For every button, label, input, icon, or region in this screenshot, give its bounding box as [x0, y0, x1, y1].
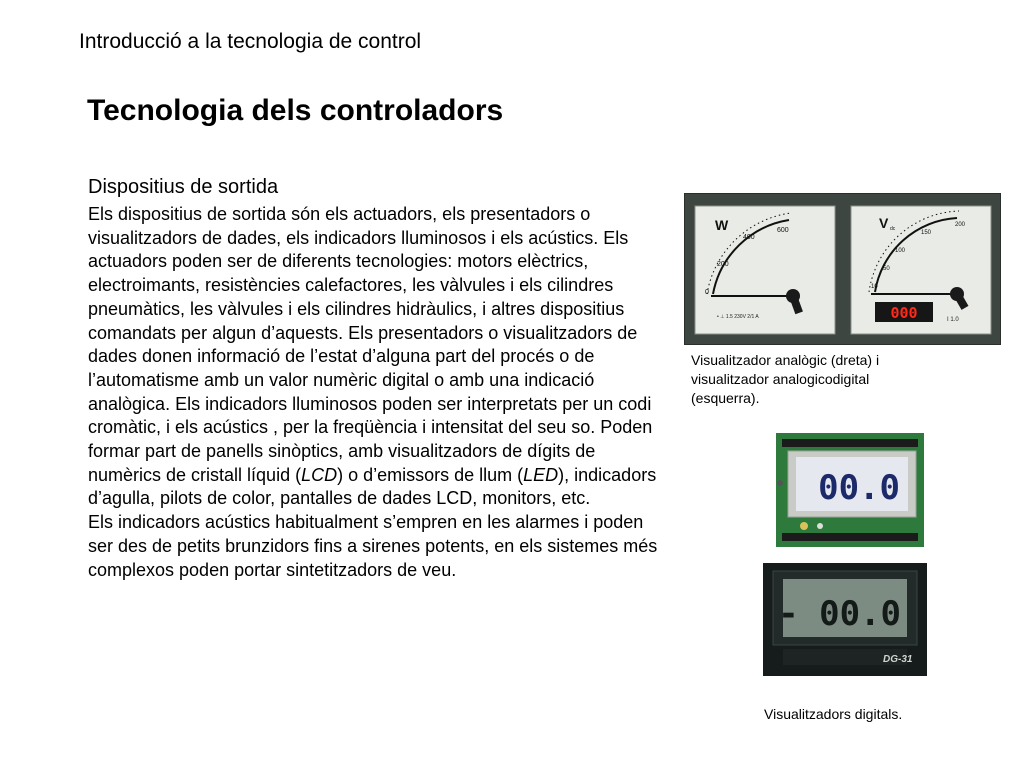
- meter-right-scale-10: 10: [871, 284, 878, 290]
- lcd-panel-readout: - 00.0: [778, 594, 901, 634]
- presentation-header: Introducció a la tecnologia de control: [79, 30, 422, 53]
- analog-meters-image: [684, 193, 1001, 345]
- lcd-module-readout: 00.0: [818, 468, 900, 508]
- meter-left-unit: W: [715, 217, 729, 233]
- paragraph-acoustic: Els indicadors acústics habitualment s’empren en les alarmes i poden ser des de petits brunzidors fins a sirenes potents, en els sistemes més complexos poden portar sintetitzadors de veu.: [88, 512, 658, 580]
- meter-right-plate: I 1.0: [947, 317, 959, 323]
- meter-right-unit: V: [879, 215, 889, 231]
- meter-right-scale-150: 150: [921, 230, 932, 236]
- meter-left-scale-400: 400: [743, 234, 755, 241]
- meter-left-plate: • ⊥ 1.5 230V 2/1 A: [717, 314, 759, 320]
- lcd-term: LCD: [301, 464, 338, 485]
- paragraph-output-devices: Els dispositius de sortida són els actuadors, els presentadors o visualitzadors de dades, els indicadors lluminosos i els acústics. Els actuadors poden ser de diferents tecnologies: motors elèctrics, electroimants, resistències calefactores, les vàlvules i els cilindres pneumàtics, les vàlvules i els cilindres hidràulics, i altres dispositius comandats per algun d’aquests. Els presentadors o visualitzadors de dades donen informació de l’estat d’alguna part del procés o de l’automatisme amb un valor numèric digital o amb una indicació analògica. Els indicadors lluminosos poden ser interpretats per un codi cromàtic, i els acústics , per la freqüència i intensitat del seu so. Poden formar part de panells sinòptics, amb visualitzadors de dígits de numèrics de cristall líquid (LCD) o d’emissors de llum (LED), indicadors d’agulla, pilots de color, pantalles de dades LCD, monitors, etc.: [88, 204, 657, 509]
- lcd-panel-model: DG-31: [883, 654, 913, 665]
- meter-left-scale-600: 600: [777, 227, 789, 234]
- meter-right-scale-50: 50: [883, 266, 890, 272]
- meter-right-unit-sub: dc: [890, 226, 896, 232]
- analog-meter-wattmeter: [695, 206, 835, 334]
- digital-caption: Visualitzadors digitals.: [764, 706, 903, 722]
- meter-right-scale-200: 200: [955, 222, 966, 228]
- analog-caption: Visualitzador analògic (dreta) i visualitzador analogicodigital (esquerra).: [691, 352, 880, 406]
- lcd-panel-meter-image: [763, 563, 927, 676]
- section-subtitle: Dispositius de sortida: [88, 176, 279, 198]
- meter-right-led-readout: 000: [890, 304, 918, 322]
- body-text: [88, 203, 666, 582]
- lcd-module-image: [776, 433, 924, 547]
- meter-left-scale-200: 200: [717, 261, 729, 268]
- slide-title: Tecnologia dels controladors: [87, 94, 504, 127]
- meter-left-scale-0: 0: [705, 289, 709, 296]
- meter-right-scale-100: 100: [895, 248, 906, 254]
- analog-meter-voltmeter: [851, 206, 991, 334]
- led-term: LED: [523, 464, 559, 485]
